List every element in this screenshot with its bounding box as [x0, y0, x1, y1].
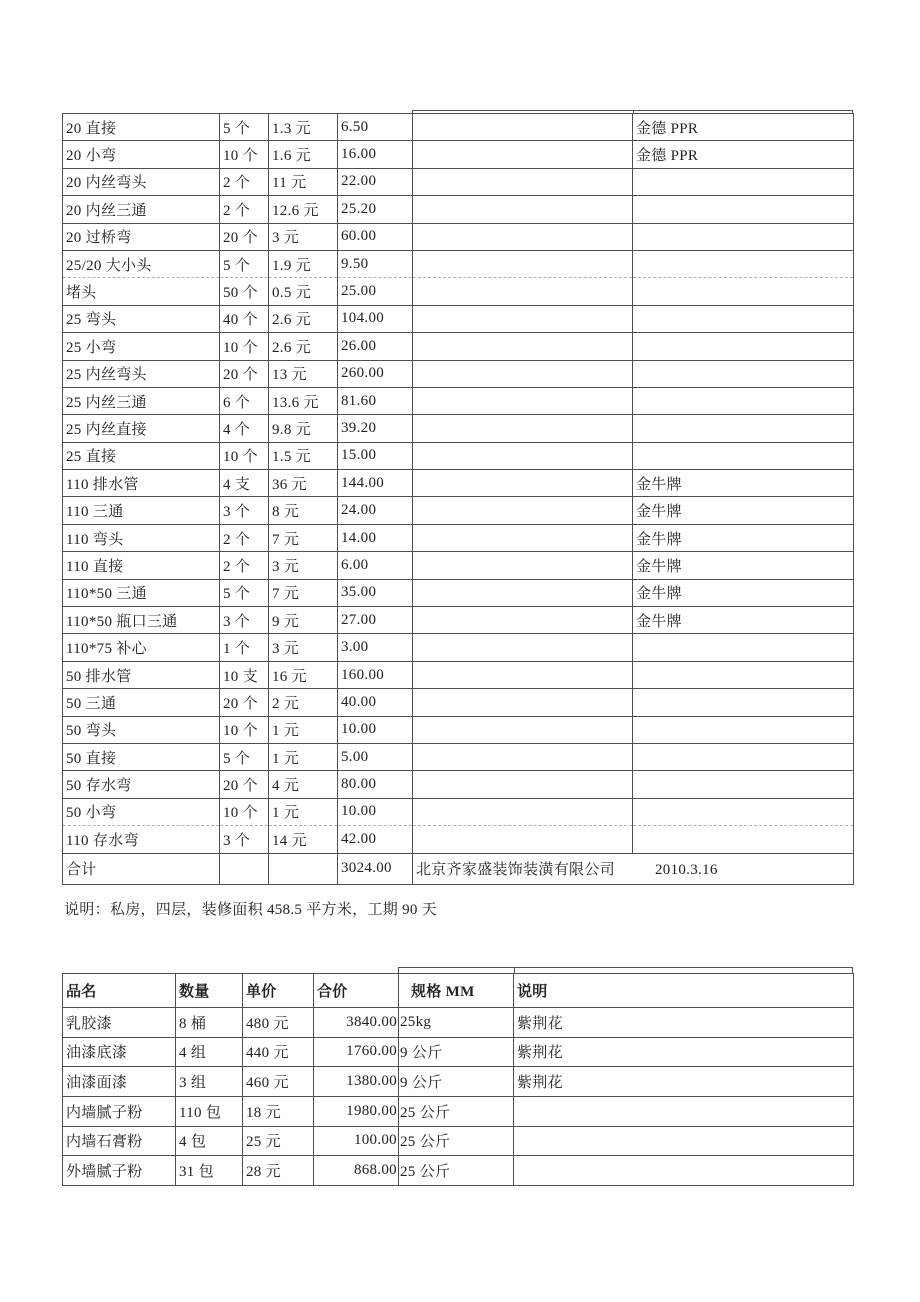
cell-total: 1760.00 [314, 1037, 399, 1067]
cell-qty: 3 个 [220, 607, 269, 634]
cell-spec: 25kg [399, 1008, 514, 1038]
table-row [63, 1037, 854, 1067]
cell-total: 24.00 [338, 497, 413, 524]
table-row [63, 497, 854, 524]
cell-summary-company-date [413, 853, 854, 884]
cell-price: 2 元 [269, 689, 338, 716]
cell-summary-total: 3024.00 [338, 853, 413, 884]
cell-brand [633, 196, 854, 223]
cell-qty: 2 个 [220, 552, 269, 579]
cell-brand [633, 168, 854, 195]
cell-name: 油漆面漆 [63, 1067, 176, 1097]
cell-total: 6.50 [338, 114, 413, 141]
table-row [63, 250, 854, 277]
table-row [63, 524, 854, 551]
cell-extra [413, 497, 633, 524]
cell-price: 1.6 元 [269, 141, 338, 168]
cell-extra [413, 798, 633, 825]
cell-extra [413, 223, 633, 250]
cell-qty: 6 个 [220, 387, 269, 414]
cell-price: 1 元 [269, 798, 338, 825]
cell-extra [413, 579, 633, 606]
cell-spec: 9 公斤 [399, 1067, 514, 1097]
cell-extra [413, 607, 633, 634]
cell-note: 紫荆花 [514, 1037, 854, 1067]
cell-price: 2.6 元 [269, 333, 338, 360]
cell-total: 25.00 [338, 278, 413, 305]
cell-name: 110*50 瓶口三通 [63, 607, 220, 634]
cell-extra [413, 278, 633, 305]
cell-price: 1 元 [269, 716, 338, 743]
cell-brand [633, 415, 854, 442]
cell-price: 460 元 [243, 1067, 314, 1097]
table-row [63, 634, 854, 661]
cell-extra [413, 387, 633, 414]
cell-qty: 2 个 [220, 524, 269, 551]
cell-total: 1380.00 [314, 1067, 399, 1097]
cell-name: 50 直接 [63, 743, 220, 770]
cell-note [514, 1126, 854, 1156]
cell-brand [633, 743, 854, 770]
cell-price: 13 元 [269, 360, 338, 387]
cell-qty: 110 包 [176, 1096, 243, 1126]
note-line: 说明：私房，四层，装修面积 458.5 平方米，工期 90 天 [64, 902, 438, 918]
cell-qty: 4 组 [176, 1037, 243, 1067]
header-product-name: 品名 [63, 974, 176, 1008]
cell-total: 868.00 [314, 1156, 399, 1186]
cell-name: 内墙腻子粉 [63, 1096, 176, 1126]
cell-brand [633, 278, 854, 305]
cell-qty: 1 个 [220, 634, 269, 661]
cell-name: 110 排水管 [63, 470, 220, 497]
table-row [63, 278, 854, 305]
table-row [63, 114, 854, 141]
cell-name: 乳胶漆 [63, 1008, 176, 1038]
table-row [63, 661, 854, 688]
cell-qty: 40 个 [220, 305, 269, 332]
table-row [63, 1156, 854, 1186]
cell-name: 油漆底漆 [63, 1037, 176, 1067]
cell-spec: 25 公斤 [399, 1156, 514, 1186]
cell-name: 20 内丝三通 [63, 196, 220, 223]
table-row [63, 387, 854, 414]
cell-extra [413, 442, 633, 469]
cell-name: 25 内丝直接 [63, 415, 220, 442]
cell-qty: 31 包 [176, 1156, 243, 1186]
cell-price: 12.6 元 [269, 196, 338, 223]
cell-price: 1.3 元 [269, 114, 338, 141]
cell-brand [633, 250, 854, 277]
cell-price: 3 元 [269, 634, 338, 661]
cell-price: 0.5 元 [269, 278, 338, 305]
table-row [63, 689, 854, 716]
cell-price: 1.9 元 [269, 250, 338, 277]
cell-extra [413, 168, 633, 195]
cell-total: 3840.00 [314, 1008, 399, 1038]
plumbing-table-body [63, 114, 854, 854]
cell-qty: 8 桶 [176, 1008, 243, 1038]
table-row [63, 360, 854, 387]
cell-total: 100.00 [314, 1126, 399, 1156]
cell-qty: 10 支 [220, 661, 269, 688]
cell-price: 1.5 元 [269, 442, 338, 469]
cell-brand [633, 387, 854, 414]
cell-brand [633, 798, 854, 825]
cell-total: 160.00 [338, 661, 413, 688]
cell-total: 40.00 [338, 689, 413, 716]
cell-extra [413, 360, 633, 387]
cell-total: 14.00 [338, 524, 413, 551]
cell-price: 25 元 [243, 1126, 314, 1156]
paint-table-body [63, 1008, 854, 1186]
cell-price: 13.6 元 [269, 387, 338, 414]
cell-qty: 4 个 [220, 415, 269, 442]
cell-extra [413, 524, 633, 551]
cell-brand: 金牛牌 [633, 607, 854, 634]
cell-name: 20 小弯 [63, 141, 220, 168]
table-row [63, 223, 854, 250]
cell-name: 20 过桥弯 [63, 223, 220, 250]
cell-note [514, 1096, 854, 1126]
cell-summary-qty [220, 853, 269, 884]
table-row [63, 442, 854, 469]
cell-extra [413, 716, 633, 743]
cell-total: 15.00 [338, 442, 413, 469]
summary-date: 2010.3.16 [654, 862, 718, 879]
cell-qty: 2 个 [220, 196, 269, 223]
table-row [63, 579, 854, 606]
table-row [63, 470, 854, 497]
cell-price: 3 元 [269, 552, 338, 579]
table-row [63, 1008, 854, 1038]
cell-total: 42.00 [338, 826, 413, 853]
table-row [63, 716, 854, 743]
cell-extra [413, 305, 633, 332]
cell-name: 25 小弯 [63, 333, 220, 360]
cell-total: 60.00 [338, 223, 413, 250]
cell-qty: 4 包 [176, 1126, 243, 1156]
cell-price: 7 元 [269, 524, 338, 551]
cell-name: 20 直接 [63, 114, 220, 141]
cell-name: 50 三通 [63, 689, 220, 716]
paint-table-header-row [63, 974, 854, 1008]
company-name: 北京齐家盛装饰装潢有限公司 [416, 862, 615, 879]
table-row [63, 1126, 854, 1156]
cell-extra [413, 771, 633, 798]
cell-name: 110 弯头 [63, 524, 220, 551]
table-row [63, 798, 854, 825]
cell-total: 5.00 [338, 743, 413, 770]
cell-name: 内墙石膏粉 [63, 1126, 176, 1156]
cell-qty: 20 个 [220, 771, 269, 798]
table-row [63, 1096, 854, 1126]
cell-brand: 金牛牌 [633, 470, 854, 497]
cell-qty: 50 个 [220, 278, 269, 305]
table-row [63, 826, 854, 853]
cell-extra [413, 415, 633, 442]
cell-price: 9 元 [269, 607, 338, 634]
cell-total: 35.00 [338, 579, 413, 606]
cell-extra [413, 826, 633, 853]
header-quantity: 数量 [176, 974, 243, 1008]
cell-total: 81.60 [338, 387, 413, 414]
cell-extra [413, 470, 633, 497]
cell-price: 14 元 [269, 826, 338, 853]
cell-qty: 5 个 [220, 743, 269, 770]
cell-total: 25.20 [338, 196, 413, 223]
cell-name: 110*75 补心 [63, 634, 220, 661]
cell-brand: 金德 PPR [633, 141, 854, 168]
cell-brand: 金牛牌 [633, 579, 854, 606]
cell-price: 1 元 [269, 743, 338, 770]
cell-price: 3 元 [269, 223, 338, 250]
plumbing-materials-table [62, 113, 854, 885]
header-spec: 规格 MM [399, 974, 514, 1008]
table-row [63, 141, 854, 168]
cell-brand: 金德 PPR [633, 114, 854, 141]
cell-price: 480 元 [243, 1008, 314, 1038]
cell-brand [633, 771, 854, 798]
table-row [63, 552, 854, 579]
cell-price: 16 元 [269, 661, 338, 688]
cell-qty: 5 个 [220, 250, 269, 277]
cell-total: 26.00 [338, 333, 413, 360]
cell-price: 4 元 [269, 771, 338, 798]
cell-price: 7 元 [269, 579, 338, 606]
cell-brand [633, 826, 854, 853]
cell-name: 25 弯头 [63, 305, 220, 332]
cell-name: 25/20 大小头 [63, 250, 220, 277]
cell-total: 80.00 [338, 771, 413, 798]
cell-price: 2.6 元 [269, 305, 338, 332]
cell-qty: 20 个 [220, 360, 269, 387]
cell-name: 外墙腻子粉 [63, 1156, 176, 1186]
cell-qty: 3 个 [220, 826, 269, 853]
cell-qty: 20 个 [220, 689, 269, 716]
cell-name: 20 内丝弯头 [63, 168, 220, 195]
cell-price: 11 元 [269, 168, 338, 195]
header-unit-price: 单价 [243, 974, 314, 1008]
cell-total: 16.00 [338, 141, 413, 168]
cell-qty: 10 个 [220, 716, 269, 743]
cell-brand: 金牛牌 [633, 497, 854, 524]
cell-brand [633, 661, 854, 688]
cell-name: 堵头 [63, 278, 220, 305]
cell-brand [633, 305, 854, 332]
cell-note: 紫荆花 [514, 1067, 854, 1097]
cell-summary-price [269, 853, 338, 884]
cell-total: 3.00 [338, 634, 413, 661]
cell-total: 9.50 [338, 250, 413, 277]
cell-qty: 10 个 [220, 798, 269, 825]
cell-brand: 金牛牌 [633, 552, 854, 579]
cell-name: 110 存水弯 [63, 826, 220, 853]
cell-qty: 3 个 [220, 497, 269, 524]
cell-price: 36 元 [269, 470, 338, 497]
cell-name: 50 存水弯 [63, 771, 220, 798]
cell-brand [633, 716, 854, 743]
cell-price: 28 元 [243, 1156, 314, 1186]
cell-name: 50 弯头 [63, 716, 220, 743]
cell-brand [633, 442, 854, 469]
cell-name: 110*50 三通 [63, 579, 220, 606]
summary-row [63, 853, 854, 884]
cell-name: 25 直接 [63, 442, 220, 469]
table-row [63, 607, 854, 634]
paint-materials-table [62, 973, 854, 1186]
cell-total: 1980.00 [314, 1096, 399, 1126]
table-row [63, 196, 854, 223]
cell-total: 27.00 [338, 607, 413, 634]
cell-extra [413, 634, 633, 661]
cell-extra [413, 661, 633, 688]
cell-name: 50 小弯 [63, 798, 220, 825]
cell-summary-label: 合计 [63, 853, 220, 884]
table-row [63, 415, 854, 442]
cell-spec: 9 公斤 [399, 1037, 514, 1067]
cell-total: 39.20 [338, 415, 413, 442]
cell-name: 25 内丝弯头 [63, 360, 220, 387]
cell-brand [633, 634, 854, 661]
cell-price: 8 元 [269, 497, 338, 524]
cell-price: 18 元 [243, 1096, 314, 1126]
cell-brand [633, 223, 854, 250]
cell-extra [413, 552, 633, 579]
table-row [63, 168, 854, 195]
cell-qty: 4 支 [220, 470, 269, 497]
cell-total: 260.00 [338, 360, 413, 387]
cell-qty: 20 个 [220, 223, 269, 250]
cell-qty: 2 个 [220, 168, 269, 195]
cell-total: 144.00 [338, 470, 413, 497]
cell-brand [633, 333, 854, 360]
cell-spec: 25 公斤 [399, 1126, 514, 1156]
cell-qty: 10 个 [220, 141, 269, 168]
cell-name: 110 直接 [63, 552, 220, 579]
cell-brand: 金牛牌 [633, 524, 854, 551]
cell-qty: 5 个 [220, 114, 269, 141]
header-note: 说明 [514, 974, 854, 1008]
cell-note: 紫荆花 [514, 1008, 854, 1038]
cell-extra [413, 743, 633, 770]
cell-extra [413, 333, 633, 360]
cell-total: 104.00 [338, 305, 413, 332]
cell-extra [413, 114, 633, 141]
cell-price: 9.8 元 [269, 415, 338, 442]
cell-price: 440 元 [243, 1037, 314, 1067]
cell-brand [633, 360, 854, 387]
cell-extra [413, 141, 633, 168]
cell-name: 25 内丝三通 [63, 387, 220, 414]
table-row [63, 743, 854, 770]
table-row [63, 333, 854, 360]
cell-name: 110 三通 [63, 497, 220, 524]
cell-total: 10.00 [338, 798, 413, 825]
cell-spec: 25 公斤 [399, 1096, 514, 1126]
table-row [63, 771, 854, 798]
header-total-price: 合价 [314, 974, 399, 1008]
cell-extra [413, 250, 633, 277]
table-row [63, 305, 854, 332]
cell-qty: 3 组 [176, 1067, 243, 1097]
cell-extra [413, 689, 633, 716]
cell-qty: 10 个 [220, 333, 269, 360]
cell-total: 10.00 [338, 716, 413, 743]
cell-qty: 10 个 [220, 442, 269, 469]
cell-brand [633, 689, 854, 716]
table-row [63, 1067, 854, 1097]
cell-total: 22.00 [338, 168, 413, 195]
cell-total: 6.00 [338, 552, 413, 579]
cell-note [514, 1156, 854, 1186]
cell-qty: 5 个 [220, 579, 269, 606]
cell-extra [413, 196, 633, 223]
cell-name: 50 排水管 [63, 661, 220, 688]
